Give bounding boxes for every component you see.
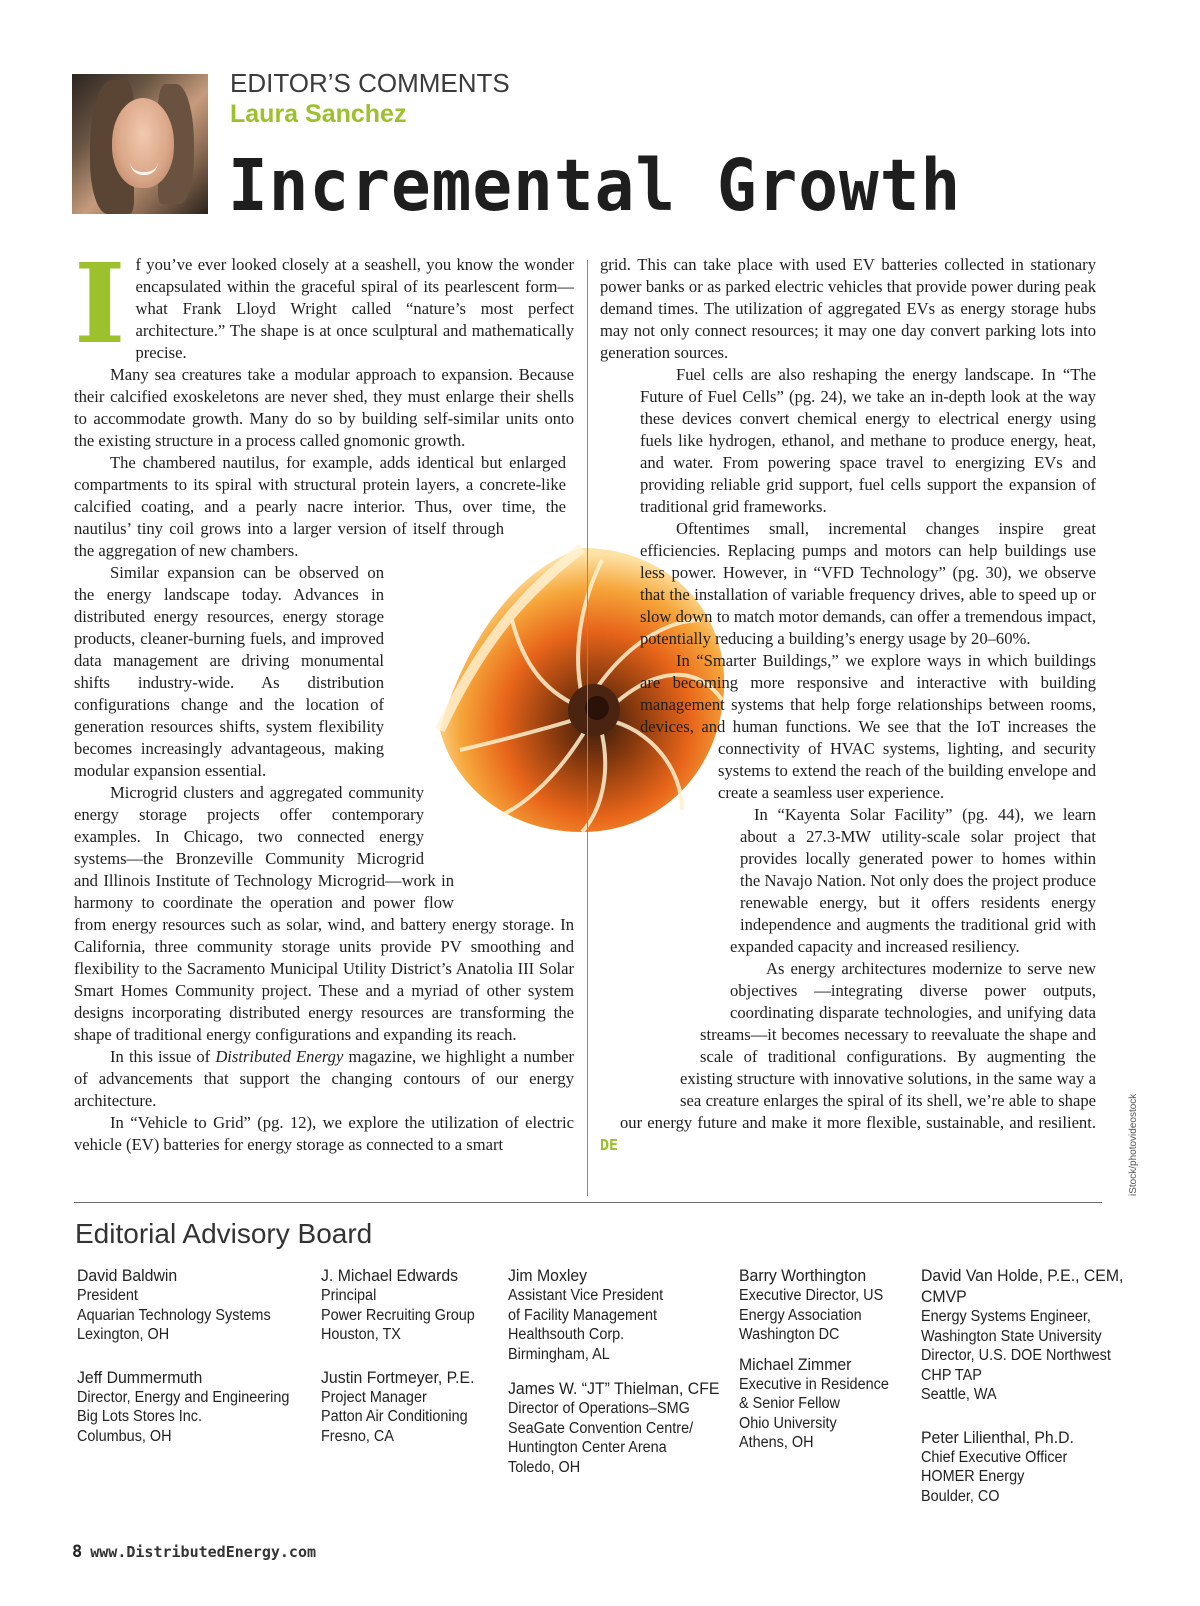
board-member: J. Michael Edwards Principal Power Recruiting Group Houston, TX — [321, 1266, 475, 1343]
member-name: Barry Worthington — [739, 1266, 867, 1285]
board-member: David Baldwin President Aquarian Technology Systems Lexington, OH — [77, 1265, 289, 1345]
board-member: Peter Lilienthal, Ph.D. Chief Executive Officer HOMER Energy Boulder, CO — [921, 1427, 1123, 1507]
drop-cap: I — [74, 239, 126, 368]
board-member: Jim Moxley Assistant Vice President of Facility Management Healthsouth Corp. Birmingham, AL — [508, 1265, 719, 1364]
author-name: Laura Sanchez — [230, 100, 407, 128]
article-column-right — [600, 254, 1096, 1156]
article-paragraph: f you’ve ever looked closely at a seashell, you know the wonder encapsulated within the graceful spiral of its pearlescent form—what Frank Lloyd Wright called “nature’s most perfect architecture.” The shape is at once sculptural and mathematically precise. — [135, 255, 574, 362]
member-name: J. Michael Edwards — [321, 1266, 459, 1285]
page-title: Incremental Growth — [228, 144, 962, 228]
author-photo — [72, 74, 208, 214]
board-title: Editorial Advisory Board — [75, 1218, 373, 1249]
article-paragraph: Fuel cells are also reshaping the energy landscape. In “The Future of Fuel Cells” (pg. 24), we take an in-depth look at the way these devices convert chemical energy to electrical energy using fuels like hydrogen, ethanol, and methane to produce energy, heat, and water. From powering space travel to energizing EVs and providing reliable grid support, fuel cells support the expansion of traditional grid frameworks. — [640, 365, 1096, 516]
member-name: Justin Fortmeyer, P.E. — [321, 1367, 475, 1387]
board-member: Barry Worthington Executive Director, US Energy Association Washington DC — [739, 1265, 889, 1345]
article-paragraph: In “Kayenta Solar Facility” (pg. 44), we learn about a 27.3-MW utility-scale solar project that provides locally generated power to homes within the Navajo Nation. Not only does the project produce renewable energy, but it offers residents energy independence and augments the traditional grid with expanded capacity and increased resiliency. — [730, 805, 1096, 956]
member-name: Peter Lilienthal, Ph.D. — [921, 1427, 1074, 1447]
magazine-name: Distributed Energy — [215, 1047, 344, 1066]
board-divider — [74, 1202, 1102, 1203]
board-column — [508, 1265, 719, 1499]
member-name: Jeff Dummermuth — [77, 1367, 203, 1387]
article-paragraph: In “Smarter Buildings,” we explore ways in which buildings are becoming more responsive and interactive with building management systems that help forge relationships between rooms, devices, and human functions. We see that the IoT increases the connectivity of HVAC systems, lighting, and security systems to extend the reach of the building envelope and create a seamless user experience. — [640, 651, 1096, 802]
article-paragraph: grid. This can take place with used EV batteries collected in stationary power banks or as parked electric vehicles that provide power during peak demand times. The utilization of aggregated EVs as energy storage hubs may not only connect resources; it may one day convert parking lots into generation sources. — [600, 255, 1096, 362]
board-column — [77, 1265, 289, 1468]
section-kicker: EDITOR’S COMMENTS — [230, 68, 510, 98]
end-mark: DE — [600, 1136, 619, 1154]
article-paragraph-closing: As energy architectures modernize to serve new objectives —integrating diverse power outputs, coordinating disparate technologies, and unifying data streams—it becomes necessary to reevaluate the shape and scale of traditional configurations. By augmenting the existing structure with innovative solutions, in the same way a sea creature enlarges the spiral of its shell, we’re able to shape our energy future and make it more flexible, sustainable, and resilient. DE — [600, 959, 1096, 1154]
member-name: Jim Moxley — [508, 1266, 588, 1285]
board-member: Justin Fortmeyer, P.E. Project Manager Patton Air Conditioning Fresno, CA — [321, 1367, 475, 1445]
article-paragraph: In “Vehicle to Grid” (pg. 12), we explore the utilization of electric vehicle (EV) batteries for energy storage as connected to a smart — [74, 1113, 574, 1154]
board-member: David Van Holde, P.E., CEM, CMVP Energy Systems Engineer, Washington State University Director, U.S. DOE Northwest CHP TAP Seattle, WA — [921, 1266, 1124, 1403]
member-name: Michael Zimmer — [739, 1354, 852, 1374]
board-column — [321, 1265, 475, 1468]
article-paragraph: The chambered nautilus, for example, adds identical but enlarged compartments to its spiral with structural protein layers, a concrete-like calcified coating, and a pearly nacre interior. Thus, over time, the nautilus’ tiny coil grows into a larger version of itself through the aggregation of new chambers. — [74, 453, 566, 560]
article-paragraph: Microgrid clusters and aggregated community energy storage projects offer contemporary examples. In Chicago, two connected energy systems—the Bronzeville Community Microgrid and Illinois Institute of Technology Microgrid—work in harmony to coordinate the operation and power flow from energy resources such as solar, wind, and battery energy storage. In California, three community storage units provide PV smoothing and flexibility to the Sacramento Municipal Utility District’s Anatolia III Solar Smart Homes Community project. These and a myriad of other system designs incorporating distributed energy resources are transforming the shape of traditional energy configurations and expanding its reach. — [74, 783, 574, 1044]
member-name: David Van Holde, P.E., CEM, — [921, 1266, 1124, 1285]
board-member: James W. “JT” Thielman, CFE Director of Operations–SMG SeaGate Convention Centre/ Huntington Center Arena Toledo, OH — [508, 1379, 720, 1476]
member-name: James W. “JT” Thielman, CFE — [508, 1379, 720, 1398]
article-column-left — [74, 239, 575, 1156]
board-column — [921, 1265, 1123, 1528]
member-name: David Baldwin — [77, 1266, 178, 1285]
board-column — [739, 1265, 889, 1475]
board-member: Jeff Dummermuth Director, Energy and Engineering Big Lots Stores Inc. Columbus, OH — [77, 1367, 290, 1445]
photo-credit: iStock/photovideostock — [1128, 1093, 1139, 1196]
website-url: www.DistributedEnergy.com — [90, 1543, 317, 1561]
page-footer — [72, 1542, 316, 1562]
article-paragraph: Similar expansion can be observed on the energy landscape today. Advances in distributed energy resources, energy storage products, cleaner-burning fuels, and improved data management are driving monumental shifts industry-wide. As distribution configurations change and the location of generation resources shifts, system flexibility becomes increasingly advantageous, making modular expansion essential. — [74, 563, 384, 780]
article-paragraph: Many sea creatures take a modular approach to expansion. Because their calcified exoskeletons are never shed, they must enlarge their shells to accommodate growth. Many do so by building self-similar units onto the existing structure in a process called gnomonic growth. — [74, 365, 574, 450]
column-divider — [587, 260, 588, 1196]
article-paragraph: Oftentimes small, incremental changes inspire great efficiencies. Replacing pumps and motors can help buildings use less power. However, in “VFD Technology” (pg. 30), we observe that the installation of variable frequency drives, able to speed up or slow down to match motor demands, can offer a tremendous impact, potentially reducing a building’s energy usage by 20–60%. — [640, 519, 1096, 648]
page-number: 8 — [72, 1542, 83, 1562]
article-paragraph-issue: In this issue of Distributed Energy magazine, we highlight a number of advancements that support the changing contours of our energy architecture. — [74, 1047, 575, 1110]
board-member: Michael Zimmer Executive in Residence & Senior Fellow Ohio University Athens, OH — [739, 1354, 889, 1451]
